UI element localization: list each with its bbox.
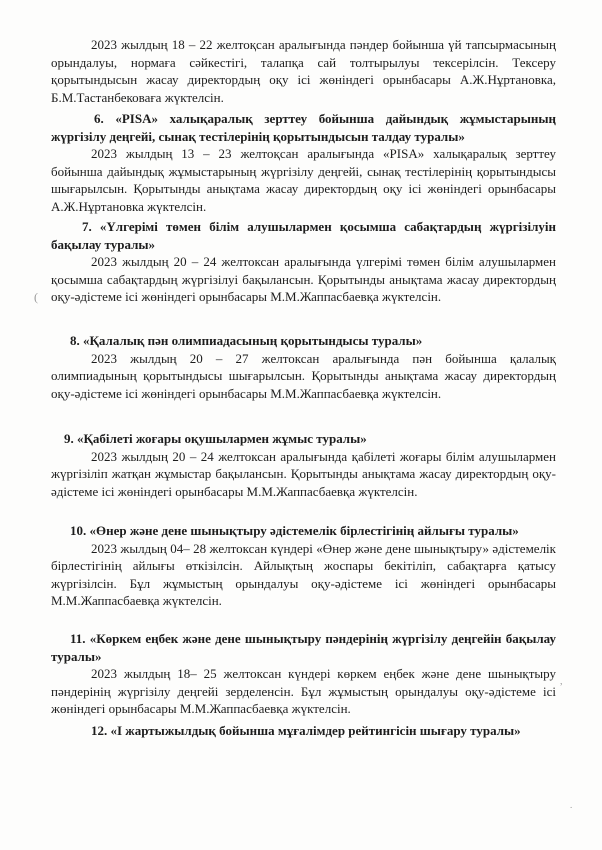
- section-9: [51, 430, 556, 500]
- paragraph-text: 2023 жылдың 20 – 24 желтоксан аралығында қабілеті жоғары білім алушылармен жүргізіліп жатқан жұмыстар бақылансын. Қорытынды анықтама жасау директордың оқу-әдістеме ісі жөніндегі орынбасары М.М.Жаппасбаевқа жүктелсін.: [51, 448, 556, 499]
- paragraph-text: 2023 жылдың 04– 28 желтоксан күндері «Өнер және дене шынықтыру» әдістемелік бірлестігінің айлығы өткізілсін. Айлықтың жоспары бекітіліп, сабақтарға қатысу жүргізілсін. Бұл жұмыстың орындалуы оқу-әдістеме ісі жөніндегі орынбасары М.М.Жаппасбаевқа жүктелсін.: [51, 540, 556, 609]
- section-7: [51, 218, 556, 306]
- section-number: 12.: [91, 723, 108, 738]
- section-heading: [51, 110, 556, 145]
- section-6: [51, 110, 556, 216]
- paragraph-text: 2023 жылдың 20 – 24 желтоксан аралығында үлгерімі төмен білім алушылармен қосымша сабақтардың жүргізілуі бақылансын. Қорытынды анықтама жасау директордың оқу-әдістеме ісі жөніндегі орынбасары М.М.Жаппасбаевқа жүктелсін.: [51, 254, 556, 305]
- section-number: 7.: [82, 219, 92, 234]
- section-number: 8.: [70, 333, 80, 348]
- section-heading: [51, 522, 556, 540]
- section-title: «Қабілеті жоғары оқушылармен жұмыс туралы»: [77, 431, 367, 446]
- section-intro: [51, 36, 556, 106]
- section-8: [51, 332, 556, 402]
- section-title: «Көркем еңбек және дене шынықтыру пәндерінің жүргізілу деңгейін бақылау туралы»: [51, 631, 557, 664]
- scan-mark: (: [34, 290, 38, 304]
- section-11: [51, 630, 556, 718]
- section-12: [51, 722, 556, 740]
- scan-mark: .: [570, 800, 573, 810]
- section-heading: [51, 332, 556, 350]
- scan-mark: ,: [560, 676, 563, 687]
- section-title: «Үлгерімі төмен білім алушылармен қосымша сабақтардың жүргізілуін бақылау туралы»: [51, 219, 556, 252]
- section-heading: [51, 630, 556, 665]
- section-10: [51, 522, 556, 610]
- section-heading: [51, 218, 556, 253]
- section-number: 6.: [94, 111, 104, 126]
- section-title: «Қалалық пән олимпиадасының қорытындысы туралы»: [83, 333, 423, 348]
- paragraph-text: 2023 жылдың 13 – 23 желтоқсан аралығында «PISA» халықаралық зерттеу бойынша дайындық жұмыстарының жүргізілу деңгейі, сынақ тестілерінің қорытындысы шығарылсын. Қорытынды анықтама жасау директордың оқу ісі жөніндегі орынбасары А.Ж.Нұртановка жүктелсін.: [51, 146, 556, 214]
- paragraph-text: 2023 жылдың 18– 25 желтоксан күндері көркем еңбек және дене шынықтыру пәндерінің жүргізілу деңгейі зерделенсін. Бұл жұмыстың орындалуы оқу-әдістеме ісі жөніндегі орынбасары М.М.Жаппасбаевқа жүктелсін.: [51, 666, 556, 717]
- section-number: 11.: [70, 631, 86, 646]
- section-number: 9.: [64, 431, 74, 446]
- section-heading: [51, 430, 556, 448]
- section-heading: [51, 722, 556, 740]
- section-number: 10.: [70, 523, 87, 538]
- section-title: «І жартыжылдық бойынша мұғалімдер рейтингісін шығару туралы»: [110, 723, 521, 738]
- paragraph-text: 2023 жылдың 20 – 27 желтоксан аралығында пән бойынша қалалық олимпиадының қорытындысы шығарылсын. Қорытынды анықтама жасау директордың оқу-әдістеме ісі жөніндегі орынбасары М.М.Жаппасбаевқа жүктелсін.: [51, 350, 556, 401]
- section-title: «Өнер және дене шынықтыру әдістемелік бірлестігінің айлығы туралы»: [89, 523, 519, 538]
- paragraph-text: 2023 жылдың 18 – 22 желтоқсан аралығында пәндер бойынша үй тапсырмасының орындалуы, нормаға сәйкестігі, талапқа сай толтырылуы тексерілсін. Тексеру қорытындысын жасау директордың оқу ісі жөніндегі орынбасары А.Ж.Нұртановка, Б.М.Тастанбековаға жүктелсін.: [51, 37, 556, 105]
- section-title: «PISA» халықаралық зерттеу бойынша дайындық жұмыстарының жүргізілу деңгейі, сынақ тестілерінің қорытындысын талдау туралы»: [51, 111, 557, 144]
